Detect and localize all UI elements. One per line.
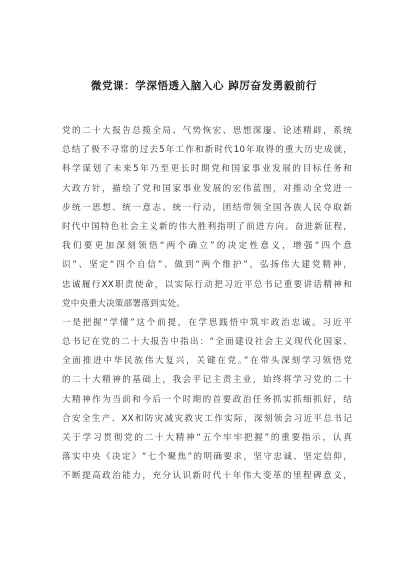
paragraph-line: 合安全生产、XX和防灾减灾救灾工作实际，深刻领会习近平总书记 <box>62 413 352 424</box>
document-title: 微党课：学深悟透入脑入心 踔厉奋发勇毅前行 <box>90 80 318 92</box>
paragraph-line: 一是把握“学懂”这个前提，在学思践悟中筑牢政治忠诚。习近平 <box>62 317 352 328</box>
paragraph-line: 全面推进中华民族伟大复兴，关键在党。”在带头深刻学习领悟党 <box>62 356 352 367</box>
paragraph-line: 时代中国特色社会主义新的伟大胜利指明了前进方向。奋进新征程， <box>62 221 352 232</box>
paragraph-line: 总结了极不寻常的过去5年工作和新时代10年取得的重大历史成就， <box>62 145 352 156</box>
paragraph-line: 关于学习贯彻党的二十大精神“五个牢牢把握”的重要指示，认真 <box>62 433 352 443</box>
paragraph-line: 党的二十大报告总揽全局、气势恢宏、思想深邃、论述精辟，系统 <box>62 126 352 136</box>
paragraph-line: 识”、坚定“四个自信”、做到“两个维护”，弘扬伟大建党精神， <box>62 260 352 271</box>
paragraph-line: 我们要更加深刻领悟“两个确立”的决定性意义，增强“四个意 <box>62 241 352 252</box>
paragraph-line: 科学谋划了未来5年乃至更长时期党和国家事业发展的目标任务和 <box>62 164 352 175</box>
paragraph-line: 党中央重大决策部署落到实处。 <box>62 298 186 309</box>
document-body <box>62 122 352 487</box>
paragraph-line: 大政方针，描绘了党和国家事业发展的宏伟蓝图，对推动全党进一 <box>62 183 352 194</box>
paragraph-line: 大精神作为当前和今后一个时期的首要政治任务抓实抓细抓好，结 <box>62 394 352 405</box>
paragraph-line: 的二十大精神的基础上，我会平记主责主业，始终将学习党的二十 <box>62 375 352 386</box>
paragraph-line: 不断提高政治能力，充分认识新时代十年伟大变革的里程碑意义， <box>62 471 352 482</box>
paragraph-line: 落实中央《决定》“七个聚焦”的明确要求，坚守忠诚、坚定信仰， <box>62 452 352 463</box>
paragraph-line: 步统一思想、统一意志、统一行动，团结带领全国各族人民夺取新 <box>62 202 352 213</box>
paragraph-line: 总书记在党的二十大报告中指出：“全面建设社会主义现代化国家、 <box>62 337 352 348</box>
paragraph-line: 忠诚履行XX职责使命，以实际行动把习近平总书记重要讲话精神和 <box>62 279 352 290</box>
